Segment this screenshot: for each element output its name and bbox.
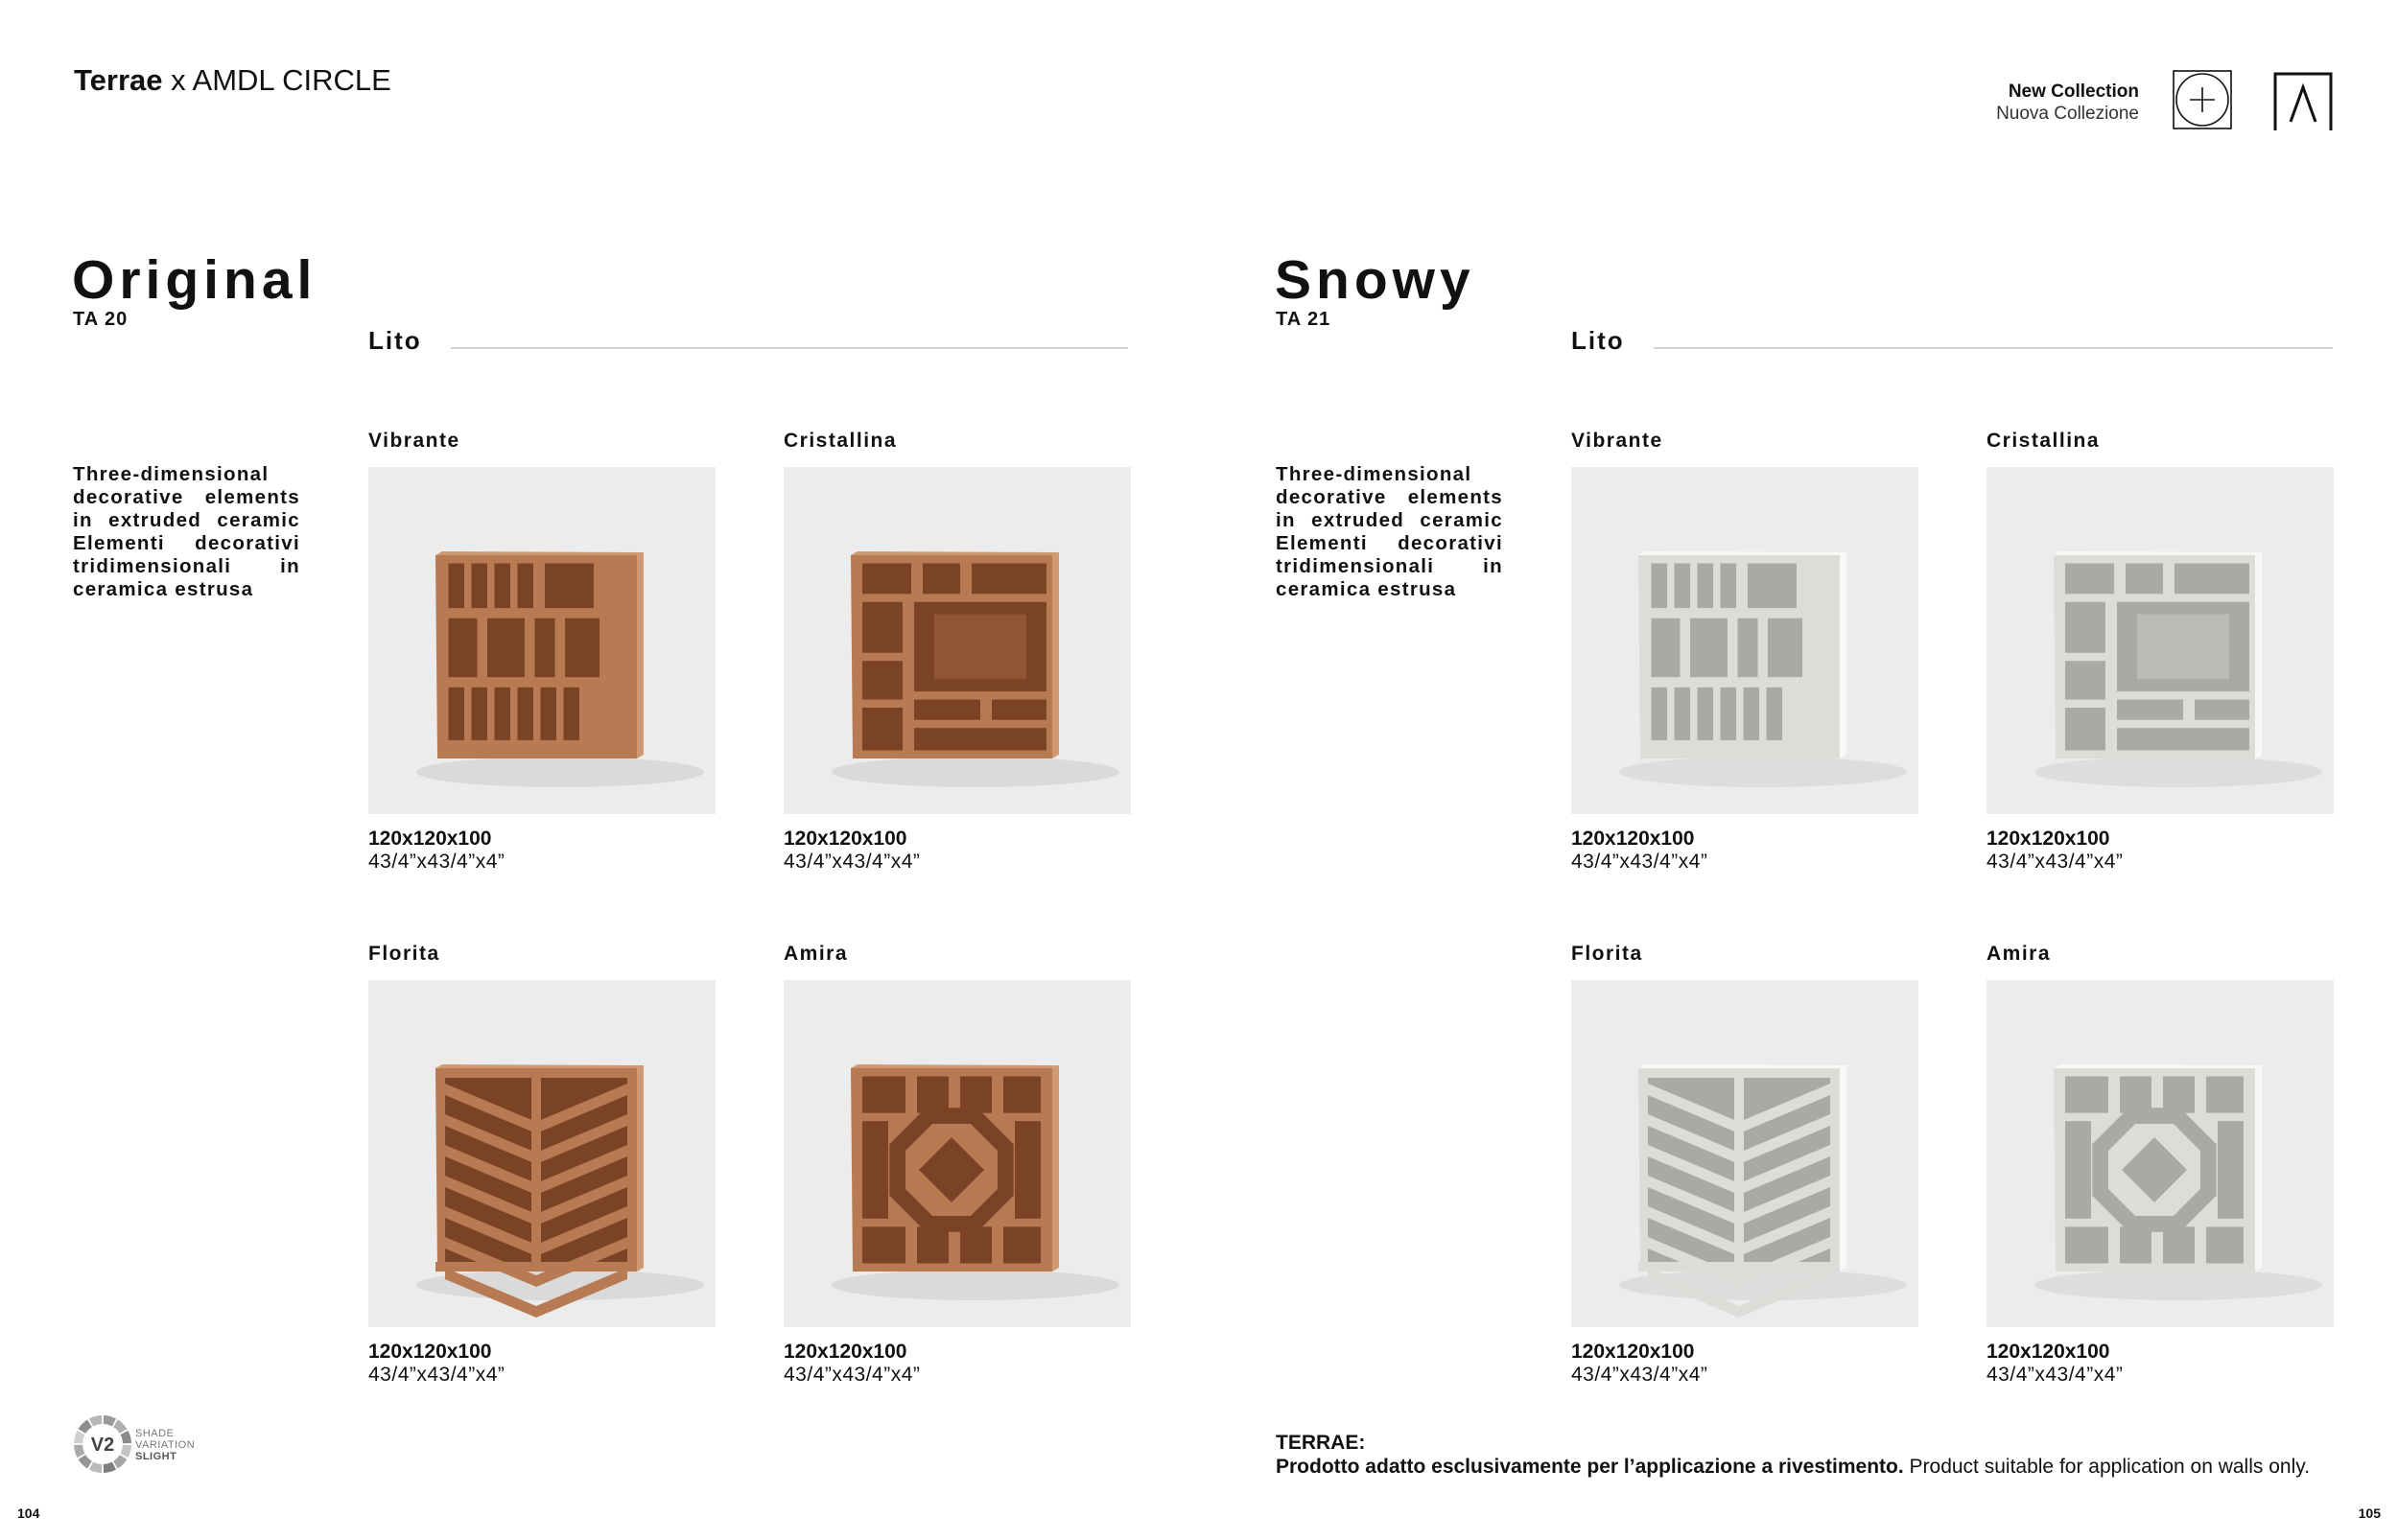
page-number-left: 104 [17, 1505, 40, 1521]
product-dimensions-in: 43/4”x43/4”x4” [1571, 851, 1708, 873]
left-group-title: Lito [368, 326, 422, 355]
page-number-right: 105 [2358, 1505, 2381, 1521]
brand-collab: x AMDL CIRCLE [171, 63, 391, 97]
product-dimensions-mm: 120x120x100 [1987, 1341, 2110, 1363]
florita-block-image [1571, 980, 1918, 1327]
cristallina-block-image [1987, 467, 2334, 814]
right-section-title: Snowy [1275, 249, 1475, 311]
product-card [1987, 942, 2334, 1387]
product-name: Florita [368, 943, 440, 965]
note-english: Product suitable for application on walls only. [1909, 1456, 2311, 1478]
left-divider [451, 347, 1128, 349]
plus-circle-logo-icon [2173, 70, 2232, 129]
product-image [784, 467, 1131, 814]
product-dimensions-in: 43/4”x43/4”x4” [368, 851, 505, 873]
right-group-title: Lito [1571, 326, 1625, 355]
product-name: Florita [1571, 943, 1643, 965]
left-section-code: TA 20 [73, 309, 129, 330]
product-name: Cristallina [1987, 430, 2101, 452]
product-image [1571, 467, 1918, 814]
left-section-title: Original [72, 249, 317, 311]
product-image [368, 980, 716, 1327]
product-card [1571, 429, 1918, 874]
product-dimensions-mm: 120x120x100 [1987, 828, 2110, 850]
product-card [368, 429, 716, 874]
product-card [784, 429, 1131, 874]
product-name: Amira [784, 943, 849, 965]
product-dimensions-mm: 120x120x100 [784, 828, 907, 850]
product-image [1987, 980, 2334, 1327]
product-card [1987, 429, 2334, 874]
brand-title [74, 63, 391, 98]
product-dimensions-in: 43/4”x43/4”x4” [1987, 851, 2124, 873]
vibrante-block-image [368, 467, 716, 814]
product-dimensions-mm: 120x120x100 [368, 1341, 492, 1363]
florita-block-image [368, 980, 716, 1327]
product-card [1571, 942, 1918, 1387]
application-note [1276, 1431, 2310, 1479]
amdl-logo-icon [2273, 72, 2333, 131]
amira-block-image [1987, 980, 2334, 1327]
shade-variation-icon [72, 1413, 133, 1475]
product-dimensions-mm: 120x120x100 [1571, 1341, 1695, 1363]
amira-block-image [784, 980, 1131, 1327]
product-name: Vibrante [368, 430, 460, 452]
shade-label-3: SLIGHT [135, 1451, 177, 1462]
collection-en: New Collection [2008, 82, 2139, 102]
product-image [1571, 980, 1918, 1327]
left-description: Three-dimensional decorative elements in extruded ceramic Elementi decorativi tridimensionali in ceramica estrusa [73, 463, 300, 600]
product-name: Amira [1987, 943, 2052, 965]
collection-label [1996, 81, 2139, 125]
product-dimensions-in: 43/4”x43/4”x4” [1987, 1364, 2124, 1386]
note-title: TERRAE: [1276, 1432, 1366, 1454]
product-image [784, 980, 1131, 1327]
product-dimensions-in: 43/4”x43/4”x4” [368, 1364, 505, 1386]
right-description: Three-dimensional decorative elements in extruded ceramic Elementi decorativi tridimensionali in ceramica estrusa [1276, 463, 1503, 600]
product-image [1987, 467, 2334, 814]
product-dimensions-mm: 120x120x100 [1571, 828, 1695, 850]
product-dimensions-in: 43/4”x43/4”x4” [1571, 1364, 1708, 1386]
product-name: Cristallina [784, 430, 898, 452]
right-divider [1654, 347, 2333, 349]
shade-variation-label [135, 1428, 195, 1462]
product-dimensions-in: 43/4”x43/4”x4” [784, 1364, 921, 1386]
product-name: Vibrante [1571, 430, 1663, 452]
shade-label-1: SHADE [135, 1428, 175, 1439]
vibrante-block-image [1571, 467, 1918, 814]
note-italian: Prodotto adatto esclusivamente per l’applicazione a rivestimento. [1276, 1456, 1904, 1478]
cristallina-block-image [784, 467, 1131, 814]
collection-it: Nuova Collezione [1996, 104, 2139, 124]
product-dimensions-mm: 120x120x100 [784, 1341, 907, 1363]
product-dimensions-in: 43/4”x43/4”x4” [784, 851, 921, 873]
right-section-code: TA 21 [1276, 309, 1331, 330]
product-image [368, 467, 716, 814]
brand-name: Terrae [74, 63, 163, 97]
product-card [784, 942, 1131, 1387]
shade-badge-text: V2 [90, 1435, 115, 1456]
shade-label-2: VARIATION [135, 1439, 196, 1451]
product-card [368, 942, 716, 1387]
product-dimensions-mm: 120x120x100 [368, 828, 492, 850]
